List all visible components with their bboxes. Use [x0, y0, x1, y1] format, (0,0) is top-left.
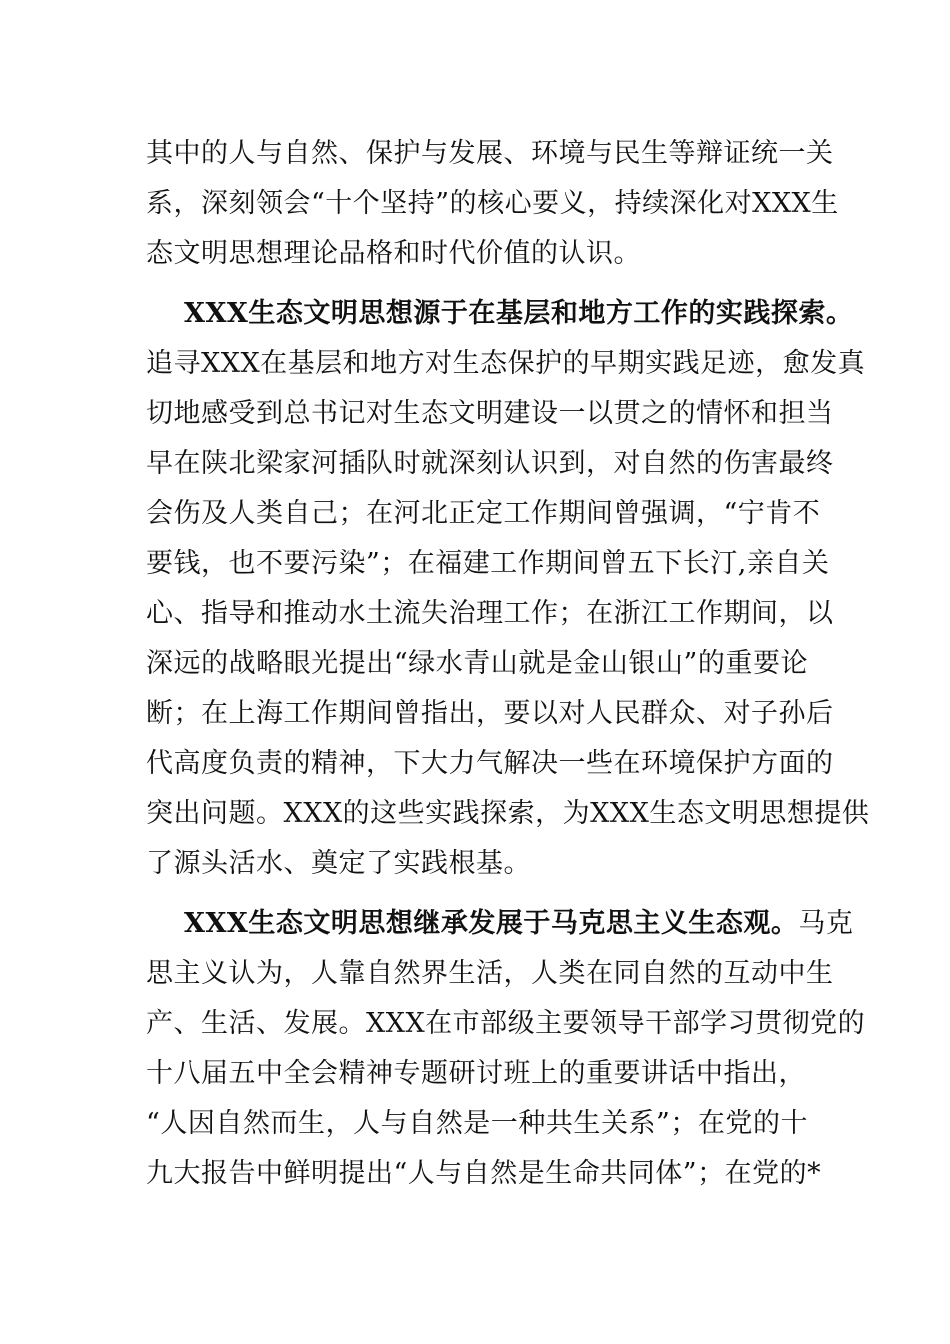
paragraph-1-line-1: 其中的人与自然、保护与发展、环境与民生等辩证统一关	[146, 138, 834, 169]
paragraph-2-line-8: 断；在上海工作期间曾指出，要以对人民群众、对子孙后	[146, 698, 834, 729]
paragraph-2-line-1: 追寻XXX在基层和地方对生态保护的早期实践足迹，愈发真	[146, 348, 866, 379]
paragraph-3-line-5: 九大报告中鲜明提出“人与自然是生命共同体”；在党的*	[146, 1158, 822, 1189]
paragraph-2-line-10: 突出问题。XXX的这些实践探索，为XXX生态文明思想提供	[146, 798, 870, 829]
paragraph-2-line-11: 了源头活水、奠定了实践根基。	[146, 848, 531, 879]
paragraph-2-heading: XXX生态文明思想源于在基层和地方工作的实践探索。	[184, 298, 854, 329]
paragraph-2-line-4: 会伤及人类自己；在河北正定工作期间曾强调，“宁肯不	[146, 498, 821, 529]
paragraph-1-line-3: 态文明思想理论品格和时代价值的认识。	[146, 238, 641, 269]
paragraph-3-heading-tail: 马克	[798, 908, 854, 939]
paragraph-2-line-2: 切地感受到总书记对生态文明建设一以贯之的情怀和担当	[146, 398, 834, 429]
paragraph-2-line-7: 深远的战略眼光提出“绿水青山就是金山银山”的重要论	[146, 648, 808, 679]
paragraph-2-line-5: 要钱，也不要污染”；在福建工作期间曾五下长汀,亲自关	[146, 548, 830, 579]
paragraph-3-line-1: 思主义认为，人靠自然界生活，人类在同自然的互动中生	[146, 958, 834, 989]
paragraph-2-line-9: 代高度负责的精神，下大力气解决一些在环境保护方面的	[146, 748, 834, 779]
paragraph-3-line-3: 十八届五中全会精神专题研讨班上的重要讲话中指出，	[146, 1058, 806, 1089]
paragraph-3-heading: XXX生态文明思想继承发展于马克思主义生态观。	[184, 908, 799, 939]
paragraph-3-line-2: 产、生活、发展。XXX在市部级主要领导干部学习贯彻党的	[146, 1008, 866, 1039]
paragraph-3-first-line	[146, 906, 854, 942]
paragraph-1-line-2: 系，深刻领会“十个坚持”的核心要义，持续深化对XXX生	[146, 188, 839, 219]
paragraph-2-line-6: 心、指导和推动水土流失治理工作；在浙江工作期间，以	[146, 598, 834, 629]
paragraph-2-line-3: 早在陕北梁家河插队时就深刻认识到，对自然的伤害最终	[146, 448, 834, 479]
paragraph-3-line-4: “人因自然而生，人与自然是一种共生关系”；在党的十	[146, 1108, 808, 1139]
